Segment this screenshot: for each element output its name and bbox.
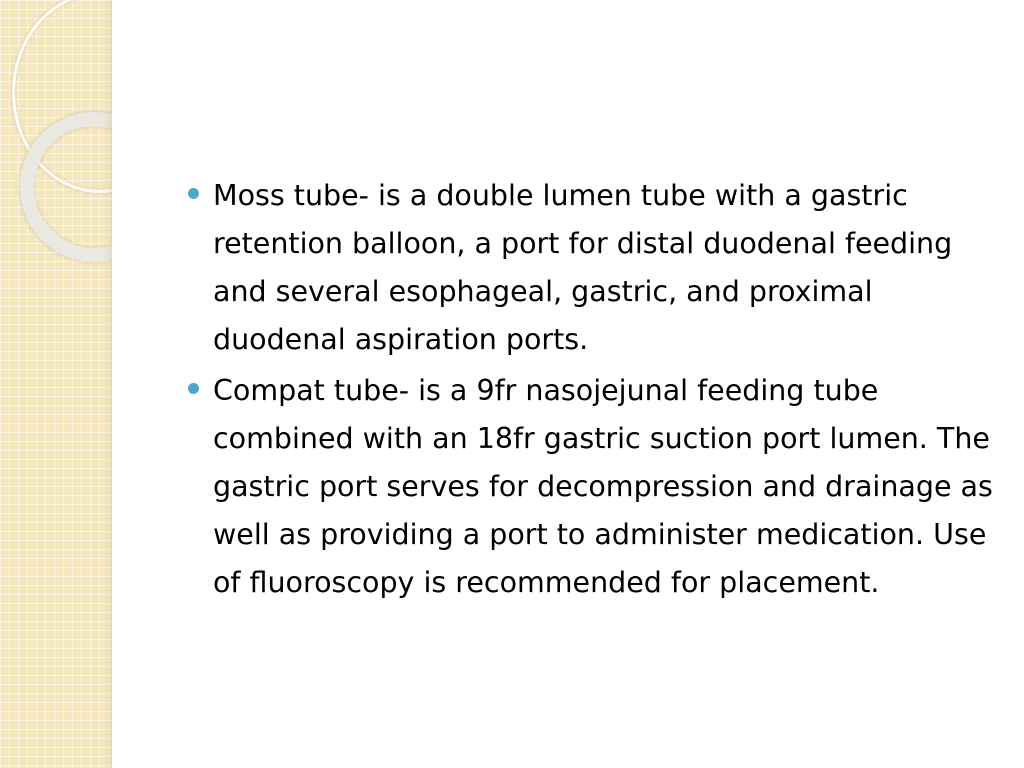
- bullet-item: [188, 172, 998, 364]
- bullet-text: Compat tube- is a 9fr nasojejunal feeding tube combined with an 18fr gastric suction port lumen. The gastric port serves for decompression and drainage as well as providing a port to administer medication. Use of fluoroscopy is recommended for placement.: [213, 374, 993, 599]
- bullet-text: Moss tube- is a double lumen tube with a gastric retention balloon, a port for distal duodenal feeding and several esophageal, gastric, and proximal duodenal aspiration ports.: [213, 179, 953, 356]
- bullet-dot-icon: [188, 383, 199, 394]
- slide-content: [188, 172, 998, 610]
- sidebar-edge: [104, 0, 112, 768]
- bullet-dot-icon: [188, 188, 199, 199]
- decorative-sidebar: [0, 0, 112, 768]
- bullet-item: [188, 367, 998, 607]
